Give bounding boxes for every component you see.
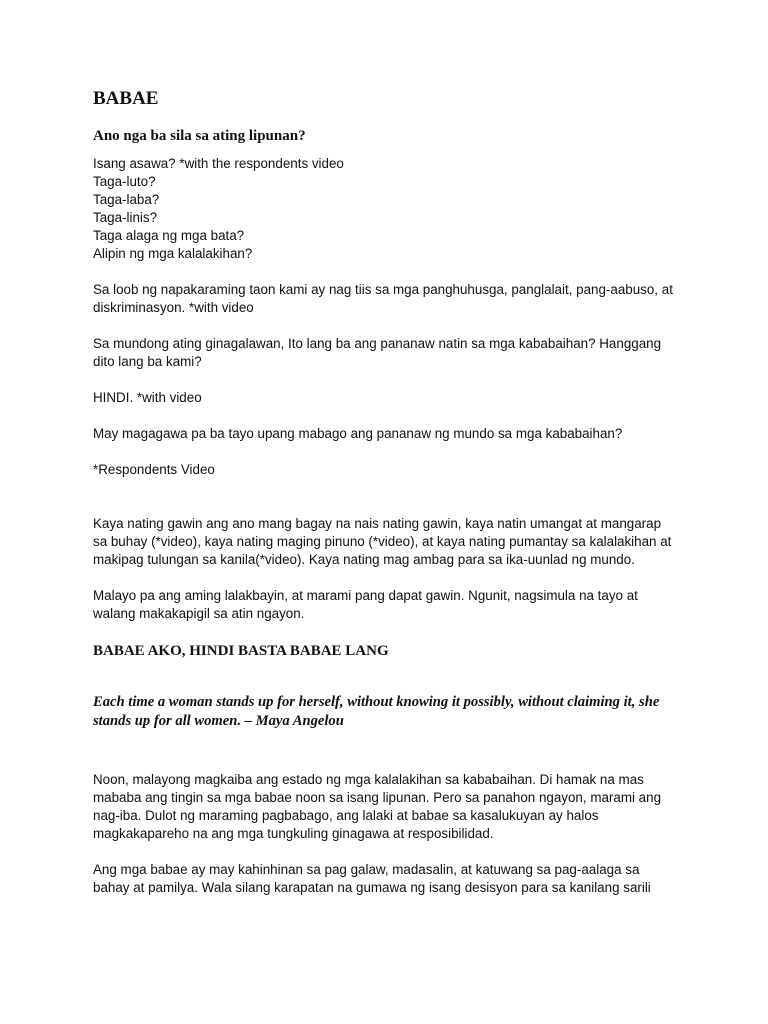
list-line: Taga-luto? <box>93 174 156 189</box>
paragraph: *Respondents Video <box>93 462 215 477</box>
paragraph: Kaya nating gawin ang ano mang bagay na nais nating gawin, kaya natin umangat at mangarap sa buhay (*video), kaya nating maging pinuno (*video), at kaya nating pumantay sa kalalakihan at makipag tulungan sa kanila(*video). Kaya nating mag ambag para sa ika-uunlad ng mundo. <box>93 516 672 567</box>
list-line: Isang asawa? *with the respondents video <box>93 156 344 171</box>
list-line: Taga-linis? <box>93 210 158 225</box>
document-title: BABAE <box>93 88 159 109</box>
body-paragraph: Ang mga babae ay may kahinhinan sa pag galaw, madasalin, at katuwang sa pag-aalaga sa bahay at pamilya. Wala silang karapatan na gumawa ng isang desisyon para sa kanilang sarili <box>93 862 651 895</box>
document-subtitle: Ano nga ba sila sa ating lipunan? <box>93 128 306 144</box>
paragraph: May magagawa pa ba tayo upang mabago ang pananaw ng mundo sa mga kababaihan? <box>93 426 623 441</box>
list-line: Taga alaga ng mga bata? <box>93 228 245 243</box>
list-line: Taga-laba? <box>93 192 160 207</box>
paragraph: HINDI. *with video <box>93 390 202 405</box>
paragraph: Sa loob ng napakaraming taon kami ay nag tiis sa mga panghuhusga, panglalait, pang-aabuso, at diskriminasyon. *with video <box>93 282 673 315</box>
list-line: Alipin ng mga kalalakihan? <box>93 246 253 261</box>
quote: Each time a woman stands up for herself, without knowing it possibly, without claiming it, she stands up for all women. – Maya Angelou <box>93 694 660 729</box>
section-heading: BABAE AKO, HINDI BASTA BABAE LANG <box>93 643 389 659</box>
paragraph: Malayo pa ang aming lalakbayin, at marami pang dapat gawin. Ngunit, nagsimula na tayo at walang makakapigil sa atin ngayon. <box>93 588 638 621</box>
body-paragraph: Noon, malayong magkaiba ang estado ng mga kalalakihan sa kababaihan. Di hamak na mas mababa ang tingin sa mga babae noon sa isang lipunan. Pero sa panahon ngayon, marami ang nag-iba. Dulot ng maraming pagbabago, ang lalaki at babae sa kasalukuyan ay halos magkakapareho na ang mga tungkuling ginagawa at resposibilidad. <box>93 772 662 841</box>
question-list <box>93 155 676 263</box>
paragraph: Sa mundong ating ginagalawan, Ito lang ba ang pananaw natin sa mga kababaihan? Hanggang dito lang ba kami? <box>93 336 662 369</box>
